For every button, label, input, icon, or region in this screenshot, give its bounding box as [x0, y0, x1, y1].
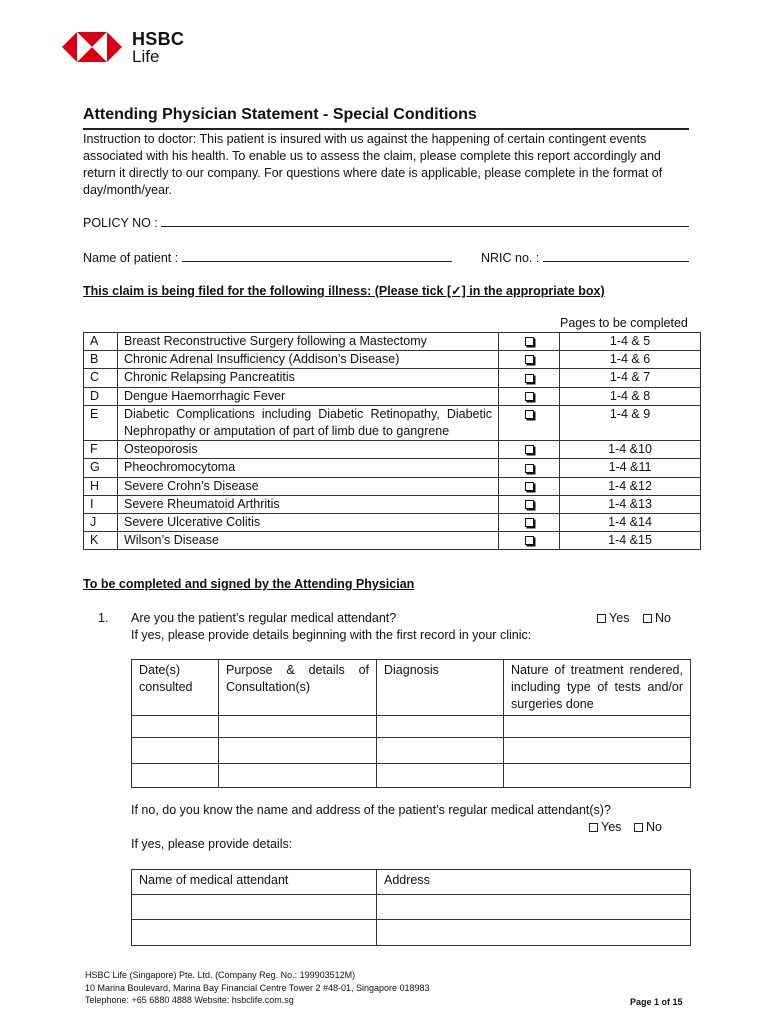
table-cell[interactable] — [377, 764, 504, 788]
illness-code: H — [84, 477, 118, 495]
illness-table — [83, 332, 701, 550]
table-row — [132, 895, 691, 920]
checkbox-icon[interactable] — [525, 374, 534, 383]
page-number: Page 1 of 15 — [630, 997, 683, 1007]
policy-no-field[interactable] — [83, 215, 689, 230]
checkbox-icon[interactable] — [525, 410, 534, 419]
checkbox-icon[interactable] — [525, 500, 534, 509]
q1b-yes-option[interactable] — [589, 820, 621, 834]
col-diagnosis: Diagnosis — [377, 660, 504, 716]
instruction-text: Instruction to doctor: This patient is insured with us against the happening of certain contingent events associated with his health. To enable us to assess the claim, please complete this report accordingly and return it directly to our company. For questions where date is applicable, please complete in the format of day/month/year. — [83, 132, 663, 197]
illness-checkbox[interactable] — [499, 514, 560, 532]
illness-code: K — [84, 532, 118, 550]
q1-no-option[interactable] — [643, 611, 671, 625]
illness-checkbox[interactable] — [499, 387, 560, 405]
illness-checkbox[interactable] — [499, 477, 560, 495]
table-row — [132, 716, 691, 738]
table-row — [132, 764, 691, 788]
illness-pages: 1-4 & 7 — [560, 369, 701, 387]
illness-pages: 1-4 &13 — [560, 495, 701, 513]
illness-name: Diabetic Complications including Diabetic Retinopathy, Diabetic Nephropathy or amputation of part of limb due to gangrene — [118, 405, 499, 440]
q1-yes-label: Yes — [609, 611, 630, 625]
table-cell[interactable] — [377, 895, 691, 920]
illness-name: Chronic Relapsing Pancreatitis — [118, 369, 499, 387]
table-cell[interactable] — [377, 716, 504, 738]
q1b-yes-label: Yes — [601, 820, 622, 834]
illness-code: B — [84, 351, 118, 369]
checkbox-icon[interactable] — [525, 355, 534, 364]
table-cell[interactable] — [132, 920, 377, 946]
checkbox-icon[interactable] — [525, 536, 534, 545]
illness-checkbox[interactable] — [499, 532, 560, 550]
table-cell[interactable] — [219, 764, 377, 788]
q1b-no-option[interactable] — [634, 820, 662, 834]
illness-name: Severe Rheumatoid Arthritis — [118, 495, 499, 513]
table-row — [84, 333, 701, 351]
illness-checkbox[interactable] — [499, 405, 560, 440]
q1-yes-checkbox[interactable] — [597, 614, 606, 623]
illness-pages: 1-4 & 8 — [560, 387, 701, 405]
table-row — [132, 920, 691, 946]
table-cell[interactable] — [132, 738, 219, 764]
checkbox-icon[interactable] — [525, 445, 534, 454]
q1b-no-label: No — [646, 820, 662, 834]
illness-code: J — [84, 514, 118, 532]
footer-address: 10 Marina Boulevard, Marina Bay Financial Centre Tower 2 #48-01, Singapore 018983 — [85, 982, 430, 993]
table-row — [84, 477, 701, 495]
table-cell[interactable] — [504, 738, 691, 764]
illness-pages: 1-4 & 6 — [560, 351, 701, 369]
table-header-row — [132, 870, 691, 895]
footer-contact: Telephone: +65 6880 4888 Website: hsbclife.com.sg — [85, 995, 294, 1005]
page-title: Attending Physician Statement - Special Conditions — [83, 106, 477, 123]
hsbc-life-logo — [62, 30, 202, 70]
illness-pages: 1-4 & 9 — [560, 405, 701, 440]
table-header-row — [132, 660, 691, 716]
table-cell[interactable] — [504, 716, 691, 738]
illness-pages: 1-4 &12 — [560, 477, 701, 495]
illness-name: Severe Crohn’s Disease — [118, 477, 499, 495]
illness-name: Dengue Haemorrhagic Fever — [118, 387, 499, 405]
illness-pages: 1-4 & 5 — [560, 333, 701, 351]
footer — [85, 969, 430, 1007]
table-row — [84, 405, 701, 440]
illness-name: Severe Ulcerative Colitis — [118, 514, 499, 532]
table-row — [84, 495, 701, 513]
nric-line[interactable] — [543, 250, 689, 262]
illness-name: Pheochromocytoma — [118, 459, 499, 477]
illness-checkbox[interactable] — [499, 333, 560, 351]
checkbox-icon[interactable] — [525, 337, 534, 346]
q1-no-checkbox[interactable] — [643, 614, 652, 623]
table-row — [84, 459, 701, 477]
col-treatment: Nature of treatment rendered, including type of tests and/or surgeries done — [504, 660, 691, 716]
illness-checkbox[interactable] — [499, 441, 560, 459]
q1-yes-option[interactable] — [597, 611, 629, 625]
checkbox-icon[interactable] — [525, 482, 534, 491]
illness-code: A — [84, 333, 118, 351]
col-purpose: Purpose & details of Consultation(s) — [219, 660, 377, 716]
table-row — [84, 532, 701, 550]
logo-sub: Life — [132, 47, 160, 66]
table-row — [84, 369, 701, 387]
logo-brand: HSBC — [132, 29, 185, 49]
pages-header: Pages to be completed — [560, 316, 688, 330]
checkbox-icon[interactable] — [525, 392, 534, 401]
table-row — [84, 351, 701, 369]
illness-checkbox[interactable] — [499, 351, 560, 369]
illness-name: Osteoporosis — [118, 441, 499, 459]
illness-checkbox[interactable] — [499, 495, 560, 513]
illness-name: Chronic Adrenal Insufficiency (Addison’s Disease) — [118, 351, 499, 369]
illness-code: F — [84, 441, 118, 459]
illness-checkbox[interactable] — [499, 369, 560, 387]
illness-pages: 1-4 &11 — [560, 459, 701, 477]
illness-pages: 1-4 &10 — [560, 441, 701, 459]
col-attendant-name: Name of medical attendant — [132, 870, 377, 895]
q1-no-label: No — [655, 611, 671, 625]
q1b-followup: If yes, please provide details: — [131, 837, 293, 851]
q1b-question: If no, do you know the name and address of the patient’s regular medical attendant(s)? — [131, 803, 611, 817]
q1b-no-checkbox[interactable] — [634, 823, 643, 832]
illness-pages: 1-4 &15 — [560, 532, 701, 550]
q1-followup: If yes, please provide details beginning with the first record in your clinic: — [131, 628, 532, 642]
illness-pages: 1-4 &14 — [560, 514, 701, 532]
nric-field[interactable] — [481, 250, 689, 265]
illness-code: G — [84, 459, 118, 477]
checkbox-icon[interactable] — [525, 464, 534, 473]
policy-no-label: POLICY NO : — [83, 216, 158, 230]
consultation-table — [131, 659, 691, 788]
patient-name-line[interactable] — [182, 250, 452, 262]
table-cell[interactable] — [219, 716, 377, 738]
illness-code: E — [84, 405, 118, 440]
nric-label: NRIC no. : — [481, 251, 540, 265]
q1b-yes-checkbox[interactable] — [589, 823, 598, 832]
illness-checkbox[interactable] — [499, 459, 560, 477]
table-row — [84, 514, 701, 532]
illness-name: Wilson’s Disease — [118, 532, 499, 550]
hsbc-hexagon-icon — [62, 32, 122, 62]
policy-no-line[interactable] — [161, 215, 689, 227]
table-cell[interactable] — [504, 764, 691, 788]
q1-number: 1. — [98, 611, 109, 625]
patient-name-field[interactable] — [83, 250, 452, 265]
illness-code: I — [84, 495, 118, 513]
table-cell[interactable] — [377, 738, 504, 764]
table-row — [132, 738, 691, 764]
col-dates: Date(s) consulted — [132, 660, 219, 716]
table-cell[interactable] — [132, 716, 219, 738]
illness-code: C — [84, 369, 118, 387]
illness-name: Breast Reconstructive Surgery following a Mastectomy — [118, 333, 499, 351]
table-row — [84, 441, 701, 459]
checkbox-icon[interactable] — [525, 518, 534, 527]
attendant-table — [131, 869, 691, 946]
table-cell[interactable] — [132, 895, 377, 920]
footer-company: HSBC Life (Singapore) Pte. Ltd. (Company Reg. No.: 199903512M) — [85, 970, 356, 980]
col-address: Address — [377, 870, 691, 895]
physician-heading: To be completed and signed by the Attending Physician — [83, 577, 415, 591]
title-divider — [83, 128, 689, 130]
table-cell[interactable] — [219, 738, 377, 764]
patient-name-label: Name of patient : — [83, 251, 179, 265]
table-row — [84, 387, 701, 405]
table-cell[interactable] — [377, 920, 691, 946]
table-cell[interactable] — [132, 764, 219, 788]
q1-question: Are you the patient’s regular medical attendant? — [131, 611, 397, 625]
illness-heading: This claim is being filed for the following illness: (Please tick [✓] in the appropriate box) — [83, 284, 605, 298]
illness-code: D — [84, 387, 118, 405]
